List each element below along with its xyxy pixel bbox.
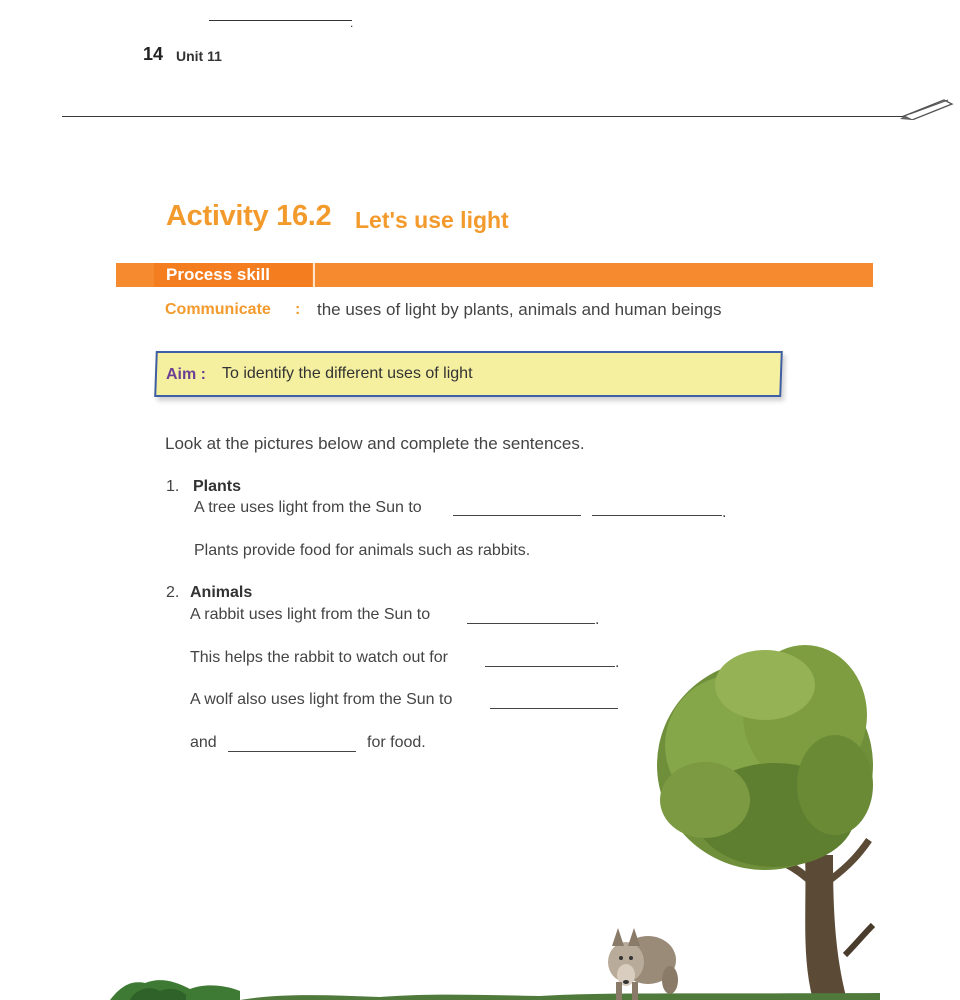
question-line: A wolf also uses light from the Sun to	[190, 691, 453, 708]
question-line: This helps the rabbit to watch out for	[190, 649, 448, 666]
question-line-end: for food.	[367, 734, 426, 751]
process-skill-separator	[313, 263, 315, 287]
top-answer-blank	[209, 20, 352, 21]
skill-name: Communicate	[165, 301, 271, 318]
aim-label: Aim :	[166, 366, 206, 383]
answer-blank[interactable]	[228, 751, 356, 752]
answer-blank[interactable]	[485, 666, 615, 667]
answer-blank[interactable]	[467, 623, 595, 624]
process-skill-label: Process skill	[154, 263, 312, 287]
answer-blank[interactable]	[453, 515, 581, 516]
question-line: and	[190, 734, 217, 751]
page-number: 14	[143, 44, 164, 64]
question-title-animals: Animals	[190, 584, 253, 601]
skill-description: the uses of light by plants, animals and human beings	[317, 300, 722, 319]
pencil-icon	[900, 96, 956, 120]
aim-text: To identify the different uses of light	[222, 365, 473, 382]
instructions: Look at the pictures below and complete the sentences.	[165, 434, 585, 453]
header-rule	[62, 116, 907, 117]
sentence-end: .	[615, 654, 620, 671]
question-title-plants: Plants	[193, 478, 242, 495]
question-line: A tree uses light from the Sun to	[194, 499, 422, 516]
question-line: Plants provide food for animals such as rabbits.	[194, 542, 531, 559]
unit-label: Unit 11	[176, 48, 222, 64]
activity-title: Activity 16.2	[166, 200, 332, 232]
activity-subtitle: Let's use light	[355, 207, 509, 233]
answer-blank[interactable]	[490, 708, 618, 709]
grass-illustration	[0, 965, 880, 1000]
tree-illustration	[655, 625, 875, 1000]
question-line: A rabbit uses light from the Sun to	[190, 606, 431, 623]
skill-colon: :	[295, 301, 301, 318]
answer-blank[interactable]	[592, 515, 722, 516]
wolf-illustration	[596, 920, 686, 1000]
top-period: .	[350, 16, 354, 30]
question-number: 2.	[166, 584, 180, 601]
question-number: 1.	[166, 478, 180, 495]
sentence-end: .	[722, 504, 727, 521]
sentence-end: .	[595, 611, 600, 628]
